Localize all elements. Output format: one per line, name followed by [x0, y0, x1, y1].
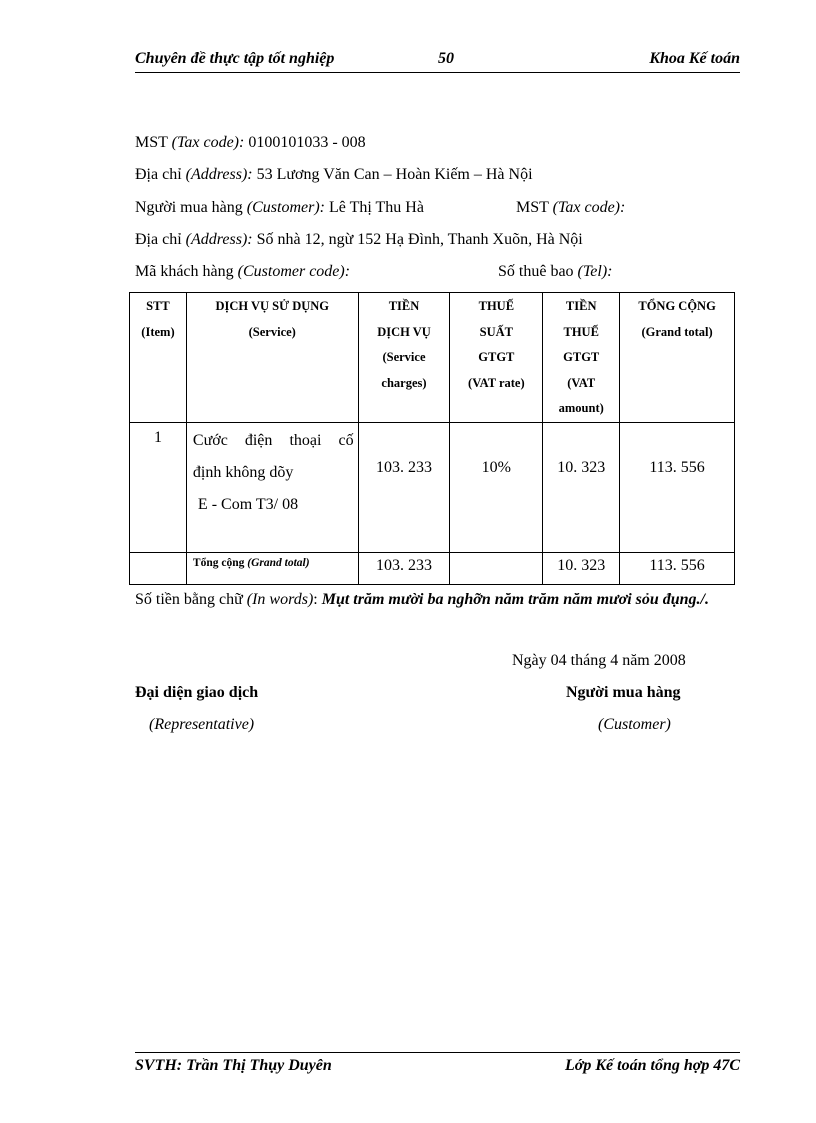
- seller-tax-value: 0100101033 - 008: [248, 134, 366, 151]
- buyer-address-value: Số nhà 12, ngừ 152 Hạ Đình, Thanh Xuõn, Hà Nội: [256, 231, 583, 248]
- invoice-table: [129, 292, 735, 585]
- total-grand-total: 113. 556: [620, 552, 735, 584]
- words-value: Mụt trăm mười ba nghỡn năm trăm năm mươi sỏu đụng./.: [321, 591, 709, 608]
- page-header: [135, 50, 740, 73]
- buyer-customer-value: Lê Thị Thu Hà: [329, 199, 424, 216]
- buyer-tax-label-en: (Tax code):: [552, 199, 626, 216]
- words-label-en: (In words): [246, 591, 314, 608]
- header-grand-total: TỔNG CỘNG (Grand total): [620, 293, 735, 423]
- seller-address-label-en: (Address):: [185, 166, 253, 183]
- header-charges: TIỀN DỊCH VỤ (Service charges): [358, 293, 450, 423]
- header-vat-amount: TIỀN THUẾ GTGT (VAT amount): [543, 293, 620, 423]
- seller-address-line: [135, 166, 533, 184]
- row-charges: 103. 233: [358, 422, 450, 552]
- buyer-tel-label-en: (Tel):: [577, 263, 613, 280]
- header-service: DỊCH VỤ SỬ DỤNG (Service): [186, 293, 358, 423]
- seller-address-value: 53 Lương Văn Can – Hoàn Kiếm – Hà Nội: [256, 166, 533, 183]
- buyer-tel-line: [498, 263, 613, 281]
- table-header-row: [130, 293, 735, 423]
- customer-title: Người mua hàng: [566, 684, 681, 701]
- seller-tax-label: MST: [135, 134, 168, 151]
- footer-class: Lớp Kế toán tổng hợp 47C: [565, 1057, 740, 1074]
- seller-tax-line: [135, 134, 366, 152]
- header-stt: STT (Item): [130, 293, 187, 423]
- header-vat-rate: THUẾ SUẤT GTGT (VAT rate): [450, 293, 543, 423]
- row-vat-rate: 10%: [450, 422, 543, 552]
- amount-in-words: Số tiền bằng chữ (In words): Mụt trăm mười ba nghỡn năm trăm năm mươi sỏu đụng./.: [135, 591, 709, 608]
- header-title: Chuyên đề thực tập tốt nghiệp: [135, 50, 335, 67]
- footer-student: SVTH: Trần Thị Thụy Duyên: [135, 1057, 332, 1074]
- representative-title: Đại diện giao dịch: [135, 684, 259, 701]
- buyer-address-label-en: (Address):: [185, 231, 253, 248]
- representative-subtitle: (Representative): [149, 716, 255, 733]
- page-number: 50: [438, 50, 454, 67]
- customer-subtitle: (Customer): [598, 716, 671, 733]
- row-stt: 1: [130, 422, 187, 552]
- buyer-code-label-en: (Customer code):: [237, 263, 351, 280]
- table-row: [130, 422, 735, 552]
- buyer-tel-label: Số thuê bao: [498, 263, 574, 280]
- buyer-customer-label: Người mua hàng: [135, 199, 243, 216]
- words-label: Số tiền bằng chữ: [135, 591, 243, 608]
- total-label: Tổng cộng (Grand total): [186, 552, 358, 584]
- buyer-customer-label-en: (Customer):: [246, 199, 325, 216]
- total-vat-amount: 10. 323: [543, 552, 620, 584]
- row-grand-total: 113. 556: [620, 422, 735, 552]
- row-service: Cước điện thoại cố định không dõy E - Com T3/ 08: [186, 422, 358, 552]
- page-footer: [135, 1052, 740, 1077]
- buyer-tax-label: MST: [516, 199, 549, 216]
- document-date: Ngày 04 tháng 4 năm 2008: [512, 652, 686, 669]
- buyer-tax-line: [516, 199, 625, 217]
- total-vat-rate-empty: [450, 552, 543, 584]
- buyer-address-label: Địa chỉ: [135, 231, 182, 248]
- buyer-address-line: [135, 231, 583, 249]
- total-stt-empty: [130, 552, 187, 584]
- buyer-customer-line: [135, 199, 424, 217]
- total-row: [130, 552, 735, 584]
- buyer-code-line: [135, 263, 350, 281]
- buyer-code-label: Mã khách hàng: [135, 263, 234, 280]
- total-charges: 103. 233: [358, 552, 450, 584]
- seller-address-label: Địa chỉ: [135, 166, 182, 183]
- header-department: Khoa Kế toán: [649, 50, 740, 67]
- seller-tax-label-en: (Tax code):: [171, 134, 245, 151]
- row-vat-amount: 10. 323: [543, 422, 620, 552]
